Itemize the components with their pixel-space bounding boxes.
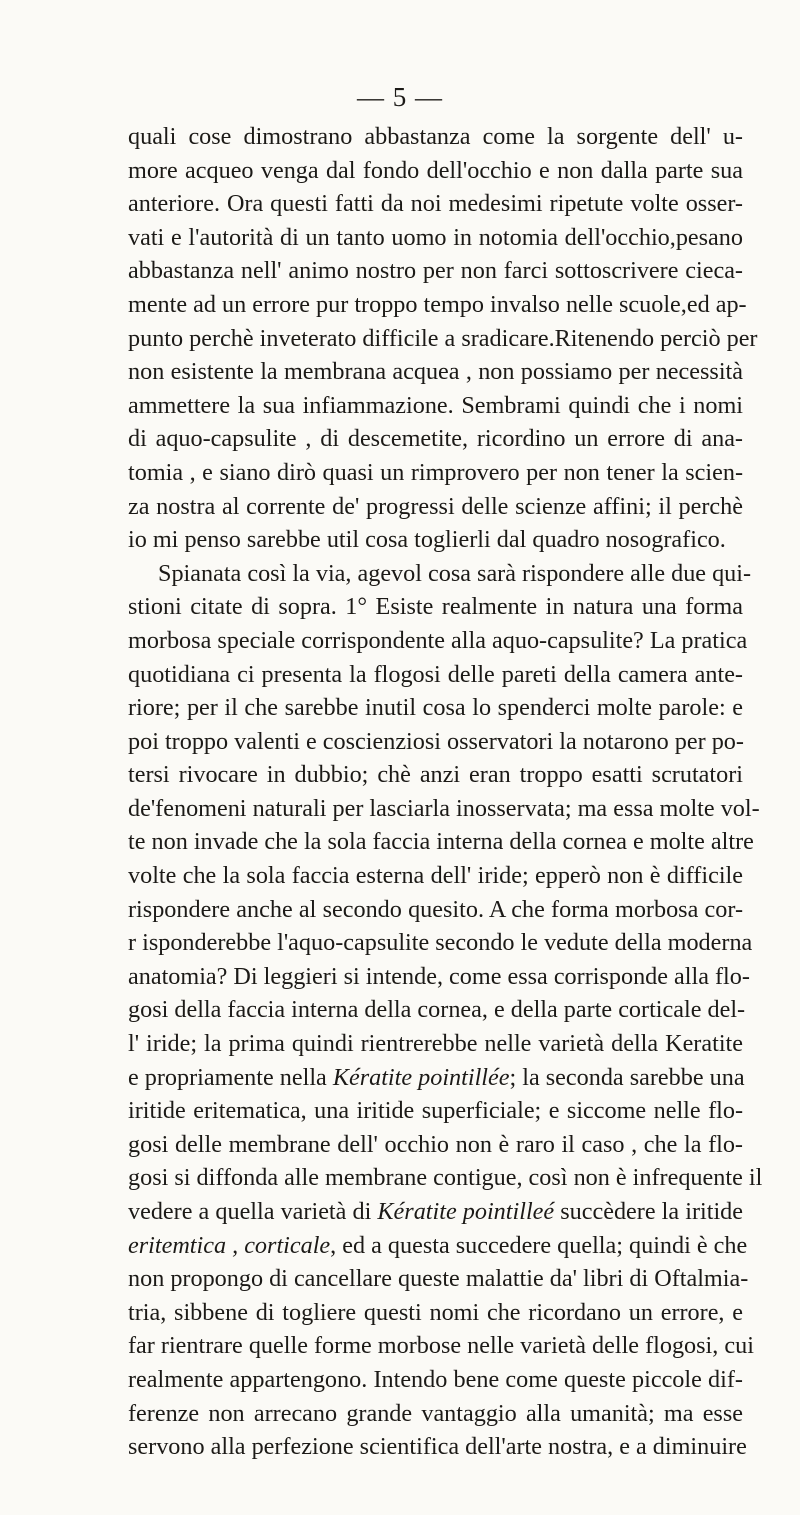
text-line: gosi si diffonda alle membrane contigue, così non è infrequente il xyxy=(128,1164,763,1192)
text-line: di aquo-capsulite , di descemetite, ricordino un errore di ana- xyxy=(128,425,743,453)
text-line: r isponderebbe l'aquo-capsulite secondo le vedute della moderna xyxy=(128,929,753,957)
text-line: tersi rivocare in dubbio; chè anzi eran troppo esatti scrutatori xyxy=(128,761,743,789)
text-line: Spianata così la via, agevol cosa sarà rispondere alle due qui- xyxy=(158,559,752,587)
text-line: iritide eritematica, una iritide superficiale; e siccome nelle flo- xyxy=(128,1097,743,1125)
text-line: tomia , e siano dirò quasi un rimprovero per non tener la scien- xyxy=(128,458,743,486)
text-line: gosi della faccia interna della cornea, e della parte corticale del- xyxy=(128,996,746,1024)
text-line: far rientrare quelle forme morbose nelle varietà delle flogosi, cui xyxy=(128,1332,754,1360)
text-line: vati e l'autorità di un tanto uomo in notomia dell'occhio,pesano xyxy=(128,223,743,251)
page-number: — 5 — xyxy=(357,82,443,112)
text-line: ferenze non arrecano grande vantaggio alla umanità; ma esse xyxy=(128,1399,743,1427)
text-line: tria, sibbene di togliere questi nomi che ricordano un errore, e xyxy=(128,1298,743,1326)
text-line: non propongo di cancellare queste malattie da' libri di Oftalmia- xyxy=(128,1265,749,1293)
text-line: more acqueo venga dal fondo dell'occhio e non dalla parte sua xyxy=(128,156,743,184)
text-line: quali cose dimostrano abbastanza come la sorgente dell' u- xyxy=(128,123,743,150)
text-line: l' iride; la prima quindi rientrerebbe nelle varietà della Keratite xyxy=(128,1030,743,1058)
text-line: poi troppo valenti e coscienziosi osservatori la notarono per po- xyxy=(128,727,744,755)
italic-term: eritemtica , corticale xyxy=(128,1231,331,1259)
text-line: vedere a quella varietà di Kératite pointilleé succèdere la iritide xyxy=(128,1198,743,1225)
text-line: de'fenomeni naturali per lasciarla inosservata; ma essa molte vol- xyxy=(128,794,760,822)
text-line: e propriamente nella Kératite pointillée; la seconda sarebbe una xyxy=(128,1063,745,1091)
text-line: morbosa speciale corrispondente alla aquo-capsulite? La pratica xyxy=(128,626,748,654)
text-line: ammettere la sua infiammazione. Sembrami quindi che i nomi xyxy=(128,391,743,419)
text-line: abbastanza nell' animo nostro per non farci sottoscrivere cieca- xyxy=(128,257,743,285)
text-line: quotidiana ci presenta la flogosi delle pareti della camera ante- xyxy=(128,660,743,688)
text-line: servono alla perfezione scientifica dell'arte nostra, e a diminuire xyxy=(128,1433,747,1461)
text-line: za nostra al corrente de' progressi delle scienze affini; il perchè xyxy=(128,492,743,520)
italic-term: Kératite pointilleé xyxy=(377,1198,555,1225)
text-line: anteriore. Ora questi fatti da noi medesimi ripetute volte osser- xyxy=(128,190,743,218)
text-line: rispondere anche al secondo quesito. A che forma morbosa cor- xyxy=(128,895,743,923)
text-line: eritemtica , corticale, ed a questa succedere quella; quindi è che xyxy=(128,1231,748,1259)
text-line: riore; per il che sarebbe inutil cosa lo spenderci molte parole: e xyxy=(128,694,743,722)
text-line: non esistente la membrana acquea , non possiamo per necessità xyxy=(128,358,743,386)
text-line: gosi delle membrane dell' occhio non è raro il caso , che la flo- xyxy=(128,1130,743,1158)
text-line: io mi penso sarebbe util cosa toglierli dal quadro nosografico. xyxy=(128,526,726,554)
text-line: anatomia? Di leggieri si intende, come essa corrisponde alla flo- xyxy=(128,962,750,990)
italic-term: Kératite pointillée xyxy=(332,1063,510,1091)
text-line: mente ad un errore pur troppo tempo invalso nelle scuole,ed ap- xyxy=(128,290,747,318)
text-line: realmente appartengono. Intendo bene come queste piccole dif- xyxy=(128,1365,743,1393)
text-line: stioni citate di sopra. 1° Esiste realmente in natura una forma xyxy=(128,593,743,621)
text-line: te non invade che la sola faccia interna della cornea e molte altre xyxy=(128,828,754,856)
text-line: punto perchè inveterato difficile a sradicare.Ritenendo perciò per xyxy=(128,324,758,352)
text-line: volte che la sola faccia esterna dell' iride; epperò non è difficile xyxy=(128,862,743,890)
body-text xyxy=(128,120,763,1464)
